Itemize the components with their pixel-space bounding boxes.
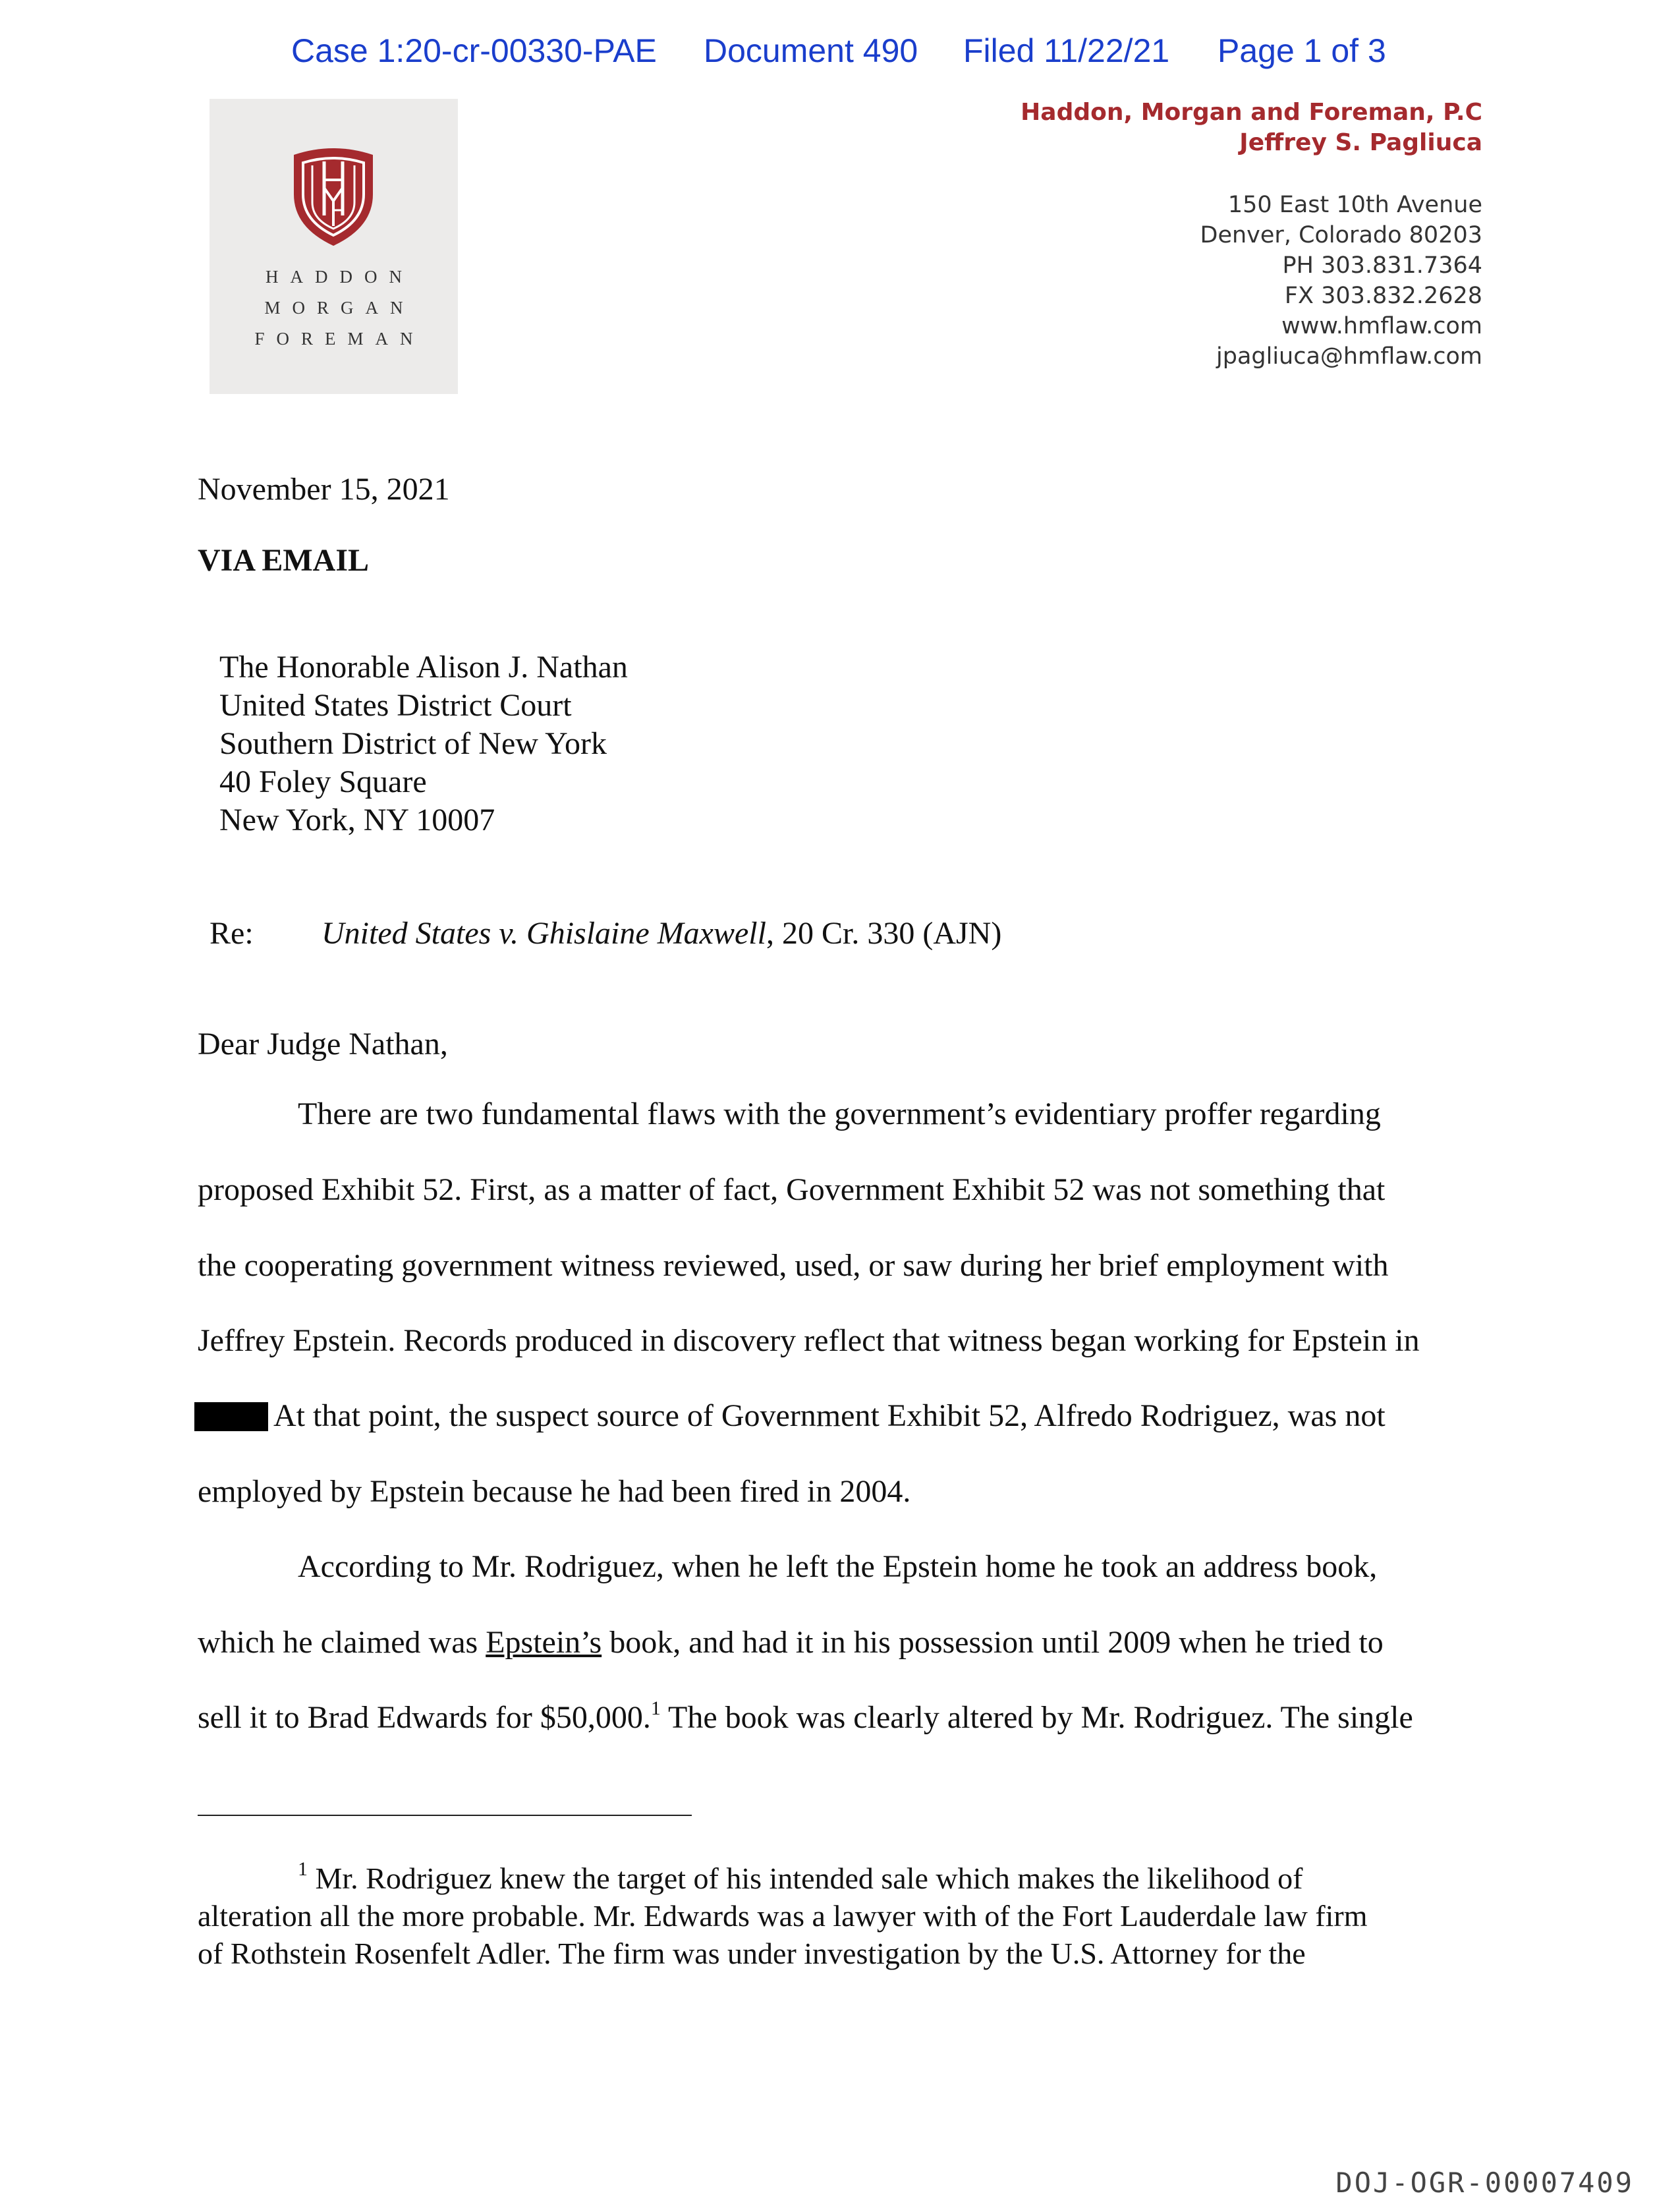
body-line bbox=[198, 1624, 1384, 1662]
body-line: the cooperating government witness reviewed, used, or saw during her brief employment with bbox=[198, 1248, 1389, 1283]
recipient-line: New York, NY 10007 bbox=[219, 803, 495, 837]
footnote-separator bbox=[198, 1815, 692, 1816]
body-line-redacted bbox=[194, 1397, 1386, 1435]
letterhead-firm-name: Haddon, Morgan and Foreman, P.C bbox=[1021, 99, 1482, 126]
body-text: which he claimed was bbox=[198, 1625, 486, 1660]
letterhead-phone: PH 303.831.7364 bbox=[1282, 252, 1482, 279]
body-text: The book was clearly altered by Mr. Rodriguez. The single bbox=[660, 1700, 1413, 1735]
recipient-line: United States District Court bbox=[219, 688, 572, 723]
recipient-line: 40 Foley Square bbox=[219, 764, 427, 799]
delivery-method: VIA EMAIL bbox=[198, 543, 370, 578]
footnote-text: Mr. Rodriguez knew the target of his intended sale which makes the likelihood of bbox=[308, 1861, 1303, 1895]
body-line bbox=[198, 1699, 1413, 1737]
body-line: employed by Epstein because he had been fired in 2004. bbox=[198, 1474, 911, 1509]
re-case-number: , 20 Cr. 330 (AJN) bbox=[766, 916, 1002, 951]
body-line: Jeffrey Epstein. Records produced in discovery reflect that witness began working for Epstein in bbox=[198, 1323, 1420, 1358]
bates-number: DOJ-OGR-00007409 bbox=[1335, 2167, 1634, 2199]
re-subject bbox=[322, 915, 1001, 953]
logo-word-morgan: MORGAN bbox=[264, 298, 415, 318]
logo-word-haddon: HADDON bbox=[266, 267, 414, 287]
salutation: Dear Judge Nathan, bbox=[198, 1027, 448, 1062]
letterhead-website: www.hmflaw.com bbox=[1281, 313, 1482, 339]
body-text: book, and had it in his possession until 2009 when he tried to bbox=[602, 1625, 1384, 1660]
re-label: Re: bbox=[210, 916, 254, 951]
letterhead-fax: FX 303.832.2628 bbox=[1284, 283, 1482, 309]
ecf-filed-date: Filed 11/22/21 bbox=[963, 32, 1170, 69]
letterhead-street: 150 East 10th Avenue bbox=[1227, 192, 1482, 218]
hmf-shield-monogram-icon bbox=[281, 142, 386, 247]
ecf-page-count: Page 1 of 3 bbox=[1218, 32, 1386, 69]
letterhead-email: jpagliuca@hmflaw.com bbox=[1216, 343, 1482, 370]
body-line: According to Mr. Rodriguez, when he left the Epstein home he took an address book, bbox=[298, 1549, 1378, 1584]
body-text: sell it to Brad Edwards for $50,000. bbox=[198, 1700, 651, 1735]
footnote-line: alteration all the more probable. Mr. Edwards was a lawyer with of the Fort Lauderdale law firm bbox=[198, 1899, 1368, 1933]
firm-logo bbox=[210, 99, 458, 394]
footnote-line: of Rothstein Rosenfelt Adler. The firm was under investigation by the U.S. Attorney for the bbox=[198, 1937, 1306, 1970]
ecf-case-number: Case 1:20-cr-00330-PAE bbox=[291, 32, 657, 69]
footnote-line bbox=[298, 1859, 1302, 1897]
underlined-text: Epstein’s bbox=[486, 1625, 602, 1660]
footnote-reference: 1 bbox=[650, 1697, 661, 1719]
recipient-line: The Honorable Alison J. Nathan bbox=[219, 650, 628, 685]
letter-date: November 15, 2021 bbox=[198, 472, 450, 507]
recipient-address bbox=[219, 648, 628, 839]
logo-word-foreman: FOREMAN bbox=[254, 329, 425, 349]
footnote-number: 1 bbox=[298, 1858, 308, 1880]
letterhead-city: Denver, Colorado 80203 bbox=[1200, 222, 1482, 248]
ecf-document-number: Document 490 bbox=[704, 32, 918, 69]
re-case-name: United States v. Ghislaine Maxwell bbox=[322, 916, 766, 951]
body-line: proposed Exhibit 52. First, as a matter of fact, Government Exhibit 52 was not something that bbox=[198, 1172, 1386, 1207]
redaction-block bbox=[194, 1402, 268, 1431]
body-line: There are two fundamental flaws with the government’s evidentiary proffer regarding bbox=[298, 1096, 1381, 1131]
recipient-line: Southern District of New York bbox=[219, 726, 607, 761]
body-line-text: At that point, the suspect source of Government Exhibit 52, Alfredo Rodriguez, was not bbox=[273, 1398, 1386, 1433]
letterhead-attorney: Jeffrey S. Pagliuca bbox=[1239, 129, 1482, 156]
